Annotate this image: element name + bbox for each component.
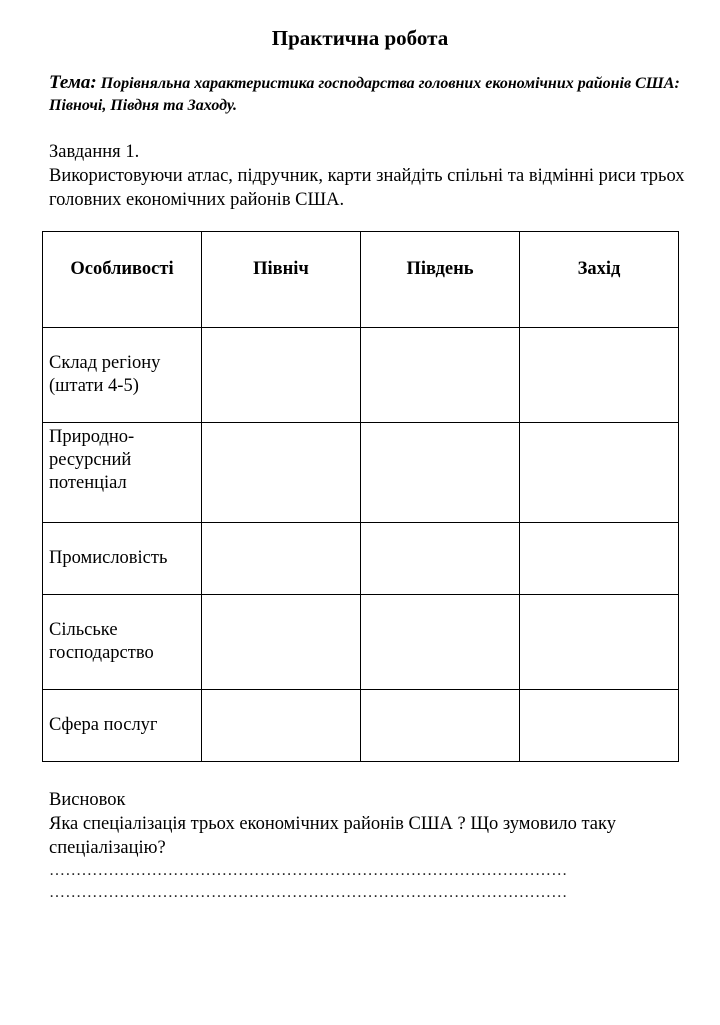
header-features: Особливості <box>43 232 202 328</box>
conclusion-heading: Висновок <box>49 790 126 810</box>
answer-line-1[interactable]: …………………………………………………………………………………… <box>49 862 568 879</box>
conclusion-block <box>49 788 689 904</box>
table-row <box>43 690 679 762</box>
page-title: Практична робота <box>271 26 449 50</box>
row-label-agriculture: Сільське господарство <box>43 595 202 690</box>
cell-west[interactable] <box>520 595 679 690</box>
cell-north[interactable] <box>202 690 361 762</box>
cell-south[interactable] <box>361 423 520 523</box>
comparison-table <box>42 231 679 762</box>
cell-west[interactable] <box>520 690 679 762</box>
row-label-region: Склад регіону (штати 4-5) <box>43 328 202 423</box>
cell-south[interactable] <box>361 595 520 690</box>
cell-west[interactable] <box>520 523 679 595</box>
cell-north[interactable] <box>202 423 361 523</box>
cell-south[interactable] <box>361 523 520 595</box>
cell-west[interactable] <box>520 423 679 523</box>
topic-label: Тема: <box>49 72 97 93</box>
task-block <box>49 140 689 212</box>
table-row <box>43 523 679 595</box>
table-header-row <box>43 232 679 328</box>
header-south: Південь <box>361 232 520 328</box>
conclusion-question: Яка спеціалізація трьох економічних районів США ? Що зумовило таку спеціалізацію? <box>49 814 616 858</box>
task-heading: Завдання 1. <box>49 142 140 162</box>
cell-north[interactable] <box>202 328 361 423</box>
header-west: Захід <box>520 232 679 328</box>
cell-north[interactable] <box>202 523 361 595</box>
task-text: Використовуючи атлас, підручник, карти знайдіть спільні та відмінні риси трьох головних економічних районів США. <box>49 166 685 210</box>
cell-west[interactable] <box>520 328 679 423</box>
topic-text: Порівняльна характеристика господарства головних економічних районів США: Півночі, Півдня та Заходу. <box>49 75 680 114</box>
cell-south[interactable] <box>361 328 520 423</box>
row-label-resources: Природно-ресурсний потенціал <box>43 423 202 523</box>
cell-south[interactable] <box>361 690 520 762</box>
row-label-industry: Промисловість <box>43 523 202 595</box>
table-row <box>43 595 679 690</box>
row-label-services: Сфера послуг <box>43 690 202 762</box>
topic <box>49 72 689 117</box>
table-row <box>43 328 679 423</box>
header-north: Північ <box>202 232 361 328</box>
cell-north[interactable] <box>202 595 361 690</box>
table-row <box>43 423 679 523</box>
answer-line-2[interactable]: …………………………………………………………………………………… <box>49 884 568 901</box>
